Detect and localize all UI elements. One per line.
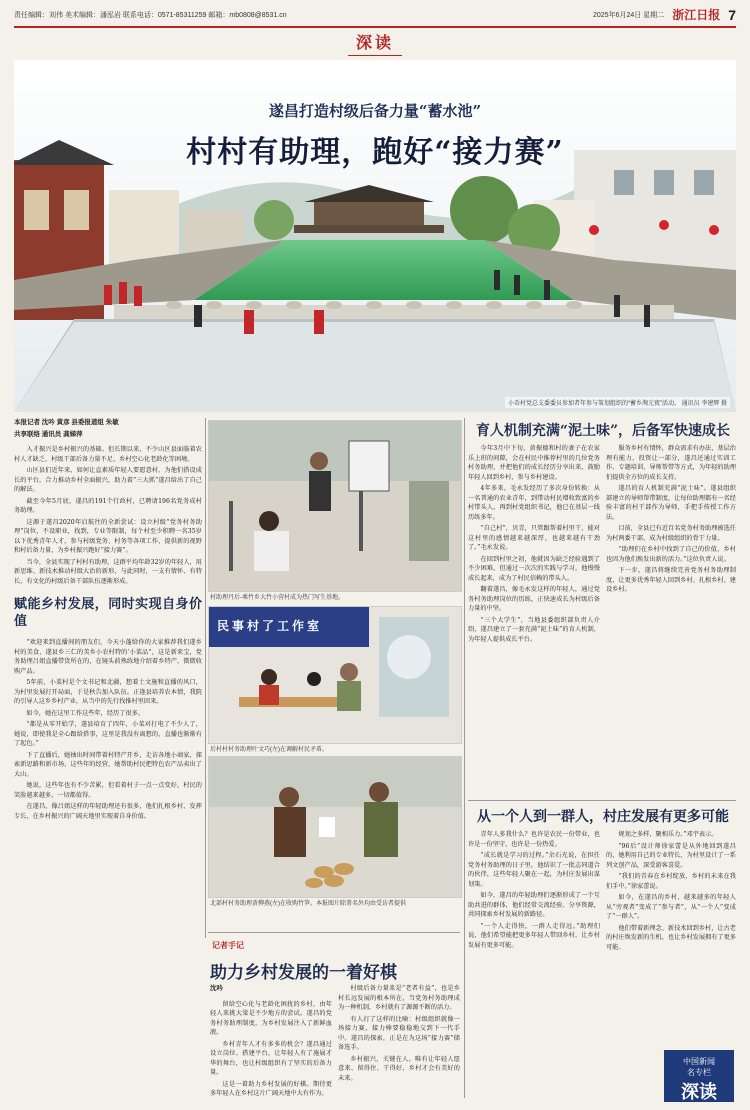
body-paragraph: 村级后备力量来是“老者有益”，也是乡村长远发展的根本所在，当党务村务助理成为一种机制，乡村就有了源源不断的活力。 — [338, 985, 460, 1011]
photo-credit: 本报图片除署名外均由受访者提供 — [316, 901, 407, 907]
body-paragraph: 这是一着助力乡村发展的好棋。期待更多年轻人在乡村这片广阔天地中大有作为。 — [210, 1080, 332, 1097]
divider — [205, 418, 206, 938]
right-heading-1: 育人机制充满“泥土味”，后备军快速成长 — [475, 423, 731, 439]
body-paragraph: “我们的青春在乡村绽放，乡村的未来在我们手中。”徐家蕾说。 — [606, 873, 736, 890]
body-paragraph: “助理们在乡村中找到了自己的价值，乡村也因为他们焕发出新的活力。”这位负责人说。 — [606, 546, 736, 563]
body-paragraph: 规划之多样，聚相乐力。”邓宇表示。 — [618, 831, 718, 838]
body-paragraph: 如今，她在这里工作这些年，经历了很多。 — [26, 709, 144, 717]
badge-line-1: 中国新闻 — [683, 1057, 715, 1066]
photo-1-caption: 村助理丹后-乘竹乡大竹小营村成为热门写生基地。 — [210, 595, 344, 601]
byline-1: 本报记者 沈吟 黄彦 县委报道组 朱敏 — [14, 419, 119, 426]
office-sign: 民事村了工作室 — [217, 619, 323, 633]
date-line: 2025年6月24日 星期二 — [592, 11, 665, 19]
body-paragraph: 他们带着新理念、新技术回到乡村，让古老的村庄焕发新的生机，也让乡村发展拥有了更多可能。 — [606, 924, 736, 951]
commentary-heading: 助力乡村发展的一着好棋 — [210, 963, 397, 983]
right-mid-col-b — [606, 830, 736, 954]
photo-bamboo-shoots — [208, 756, 462, 898]
column-badge — [664, 1050, 734, 1102]
editor-line: 责任编辑：刘伟 美术编辑：潘泓岩 联系电话：0571-85311259 邮箱：mb0808@8531.cn — [14, 12, 287, 19]
badge-line-3: 深读 — [681, 1082, 717, 1102]
body-paragraph: “一个人走得快，一群人走得远。”助理们说，他们希望能把更多年轻人带回乡村，让乡村发展有更多可能。 — [468, 922, 600, 949]
headline-title: 村村有助理，跑好“接力赛” — [186, 135, 564, 170]
body-paragraph: 5年前，小菜村是个文书记和北疆，想着土文施和直播的风口，为村里发展打开局面，于是秋告加入队伍。正逢县培养农本情，我院的引导人这乡乡村产业，从当中的先行找推村里回来。 — [14, 679, 202, 705]
photo-3-caption: 北部村村务助理黄柳燕(左)在收购竹笋。 — [210, 901, 316, 907]
intro-paragraph: 山区县们近年来，如何让直素质年轻人要愿意村，为他们搭设成长的平台，合力推动乡村全面振兴，助力着“三大抓”遂昌给出了自己的解法。 — [14, 467, 202, 493]
body-paragraph: 留给空心化与老龄化困扰的乡村，由年轻人来挑大梁是不少地方的尝试。遂昌的党务村务助理制度，为乡村发展注入了新鲜血液。 — [210, 1000, 332, 1036]
commentary-author: 沈吟 — [210, 985, 223, 992]
intro-paragraph: 当今，全县实现了村村有助理，这群平均年龄32岁的年轻人，用新思维、新技术推动村级大治的新形，与此同时，一支有情怀、有特长、有文化的村级后备干部队伍逐渐形成。 — [14, 558, 202, 585]
page-number: 7 — [728, 6, 736, 23]
body-paragraph: 青年人多我什么？也许是农民一份带业，也许是一份坚守，也许是一份热爱。 — [468, 831, 600, 848]
divider — [208, 932, 460, 933]
body-paragraph: 乡村振兴，关键在人。唯有让年轻人愿意来、留得住、干得好，乡村才会有美好的未来。 — [338, 1055, 460, 1082]
commentary-col-a — [210, 984, 332, 1101]
headline-subtitle: 遂昌打造村级后备力量“蓄水池” — [268, 102, 482, 120]
body-paragraph: 乡村青年人才有多多的机会？遂昌通过设立岗位、搭建平台，让年轻人有了施展才华的舞台，也让村级组织有了坚实的后备力量。 — [210, 1040, 332, 1076]
masthead-right — [593, 6, 736, 23]
badge-line-2: 名专栏 — [687, 1068, 711, 1077]
headline — [14, 100, 736, 171]
intro-paragraph: 截至今年5月底，遂昌的191个行政村，已聘请196名党务成村务助理。 — [14, 497, 202, 514]
right-mid-col-a — [468, 830, 600, 952]
hero-caption: 小岙村党总支委委员参加者年参与策划组织的“蓄乡淘元夜”活动。 通讯员 李建辉 摄 — [505, 397, 730, 408]
commentary-col-b — [338, 984, 460, 1085]
photo-painting-students — [208, 420, 462, 592]
right-top-col-a — [468, 444, 600, 646]
masthead — [14, 4, 736, 28]
right-heading-2: 从一个人到一群人，村庄发展有更多可能 — [477, 809, 729, 825]
body-paragraph: 目前，全县已有近百名党务村务助理被选任为村两委干部，成为村级组织的骨干力量。 — [606, 525, 736, 542]
body-paragraph: “欢迎来到直播间的朋友们，今天小蓬给你的大家推荐我们遂乡村的美食，遂县乡三仁的美乡小农村特的‘小菜品”，这是新来宝，党务助理吕姐直播带货所在的，在镜头前熟练地介绍着乡特产，微微收购产品。 — [14, 639, 202, 675]
left-column — [14, 418, 202, 823]
intro-paragraph: 这源于遂昌2020年启航往的全新尝试：设立村级“党务村务助理”岗位，不设职业，找到，专业等限制，每个村至少积聘一名35岁以下优秀青年人才，参与村级党务、村务等各项工作，提供新的视野和村后备力量，为乡村振兴跑好“接力赛”。 — [14, 518, 202, 554]
body-paragraph: “自己村”，贝青，只管跟帮着村里干，能对这村里的感情越来越深厚，也越来越有干劲了。”毛永发说。 — [468, 525, 600, 551]
byline-2: 共享联络 通讯员 龚娣萍 — [14, 430, 83, 438]
body-paragraph: 4年多来，毛永发经历了多次身份转换：从一名普通的农业青年，到带动村民增收致富的乡村带头人，再到村党组织书记，他已在基层一线历练多年。 — [468, 485, 600, 521]
body-paragraph: 有人打了这样的比喻：村级组织就像一场接力赛，接力棒要稳稳地交到下一代手中。遂昌的探索，正是在为这场“接力赛”储备选手。 — [338, 1015, 460, 1051]
photo-mediation — [208, 606, 462, 744]
body-paragraph: 下了直播后，她抽出时间带着村特产开乡，走访各地小商家，探索新思路和新市场，这些年的经营，她帮助村民把特色农产品卖出了大山。 — [14, 751, 202, 778]
subheading-1: 赋能乡村发展，同时实现自身价值 — [14, 597, 202, 629]
body-paragraph: 她说，这些年也有不少苦累，但看着村子一点一点变好，村民的笑脸越来越多，一切都值得。 — [14, 782, 202, 799]
commentary-tag: 记者手记 — [212, 940, 244, 950]
photo-1-illustration — [209, 421, 461, 591]
body-paragraph: 在遂昌，像吕姐这样的年轻助理还有很多，他们扎根乡村、发挥专长，在乡村振兴的广阔天地里实现着自身价值。 — [14, 803, 202, 820]
body-paragraph: 翻着遂昌，像毛永发这样的年轻人，通过党务村务助理岗位的历练，正快速成长为村级后备力量的中坚。 — [468, 586, 600, 612]
body-paragraph: “成长就是学习的过程。”余石光说，在担任党务村务助理的日子里，他结识了一批志同道合的伙伴，这些年轻人聚在一起，为村庄发展出谋划策。 — [468, 852, 600, 888]
body-paragraph: 如今，遂昌的年轻助理们逐渐形成了一个互助共进的群体，他们经常交流经验、分享资源，共同探索乡村发展的新路径。 — [468, 892, 600, 918]
photo-2-caption: 后村村村务助理叶文巧(左)在调解村民矛盾。 — [210, 747, 328, 753]
body-paragraph: “都是从零开始学，遂县培育了四年，小菜对打电了不少人了，她说，即使我是全心跟给搭事，这里是我没有离想的，直播也渐渐有了起色。” — [14, 721, 202, 747]
body-paragraph: 遂昌的育人机制充满“泥土味”。遂县组织部建立的导师帮带制度，让每位助理都有一名经验丰富的村干部作为导师，手把手传授工作方法。 — [606, 485, 736, 521]
hero-photo — [14, 60, 736, 412]
body-paragraph: “三个大学生”，当地县委组织部负责人介绍，遂昌建立了一套充满“泥土味”的育人机制，为年轻人提供成长平台。 — [468, 616, 600, 643]
body-paragraph: 在回到村里之初，他就因为缺乏经验遇到了不少困难，但通过一次次的实践与学习，他慢慢成长起来，成为了村民信赖的带头人。 — [468, 555, 600, 582]
photo-3-illustration — [209, 757, 461, 897]
body-paragraph: 如今，在遂昌的乡村，越来越多的年轻人从“旁观者”变成了“参与者”，从“一个人”变成了“一群人”。 — [606, 894, 736, 920]
body-paragraph: 下一步，遂昌将继续完善党务村务助理制度，让更多优秀年轻人回到乡村、扎根乡村、建设乡村。 — [606, 567, 736, 593]
paper-name: 浙江日报 — [672, 8, 721, 22]
intro-paragraph: 入才振兴是乡村振兴的基础。但长期以来，不少山区县面临着农村人才缺乏、村级干部后备力量不足、乡村空心化老龄化等困境。 — [14, 446, 202, 463]
body-paragraph: 今年3月中下旬，黄振德和村的妻子在农家乐上班的间隙，会在村民中推荐村里的几位党务村务助理，并把他们的成长经历分享出来，鼓励年轻人回到乡村，参与乡村建设。 — [468, 445, 600, 481]
divider — [468, 800, 736, 801]
body-paragraph: 服务乡村有情怀，群众需求有办法，基层治理有能力，投资让一部分，遂昌还通过实训工作、专题培训、导师帮带等方式，为年轻的助理们提供全方位的成长支持。 — [606, 445, 736, 481]
section-label: 深读 — [300, 28, 450, 56]
body-paragraph: “96后”设计师徐家蕾是从外地回到遂昌的，她利用自己的专业特长，为村里设计了一系列文创产品，深受游客喜爱。 — [606, 842, 736, 869]
right-top-col-b — [606, 444, 736, 597]
divider — [464, 418, 465, 1098]
